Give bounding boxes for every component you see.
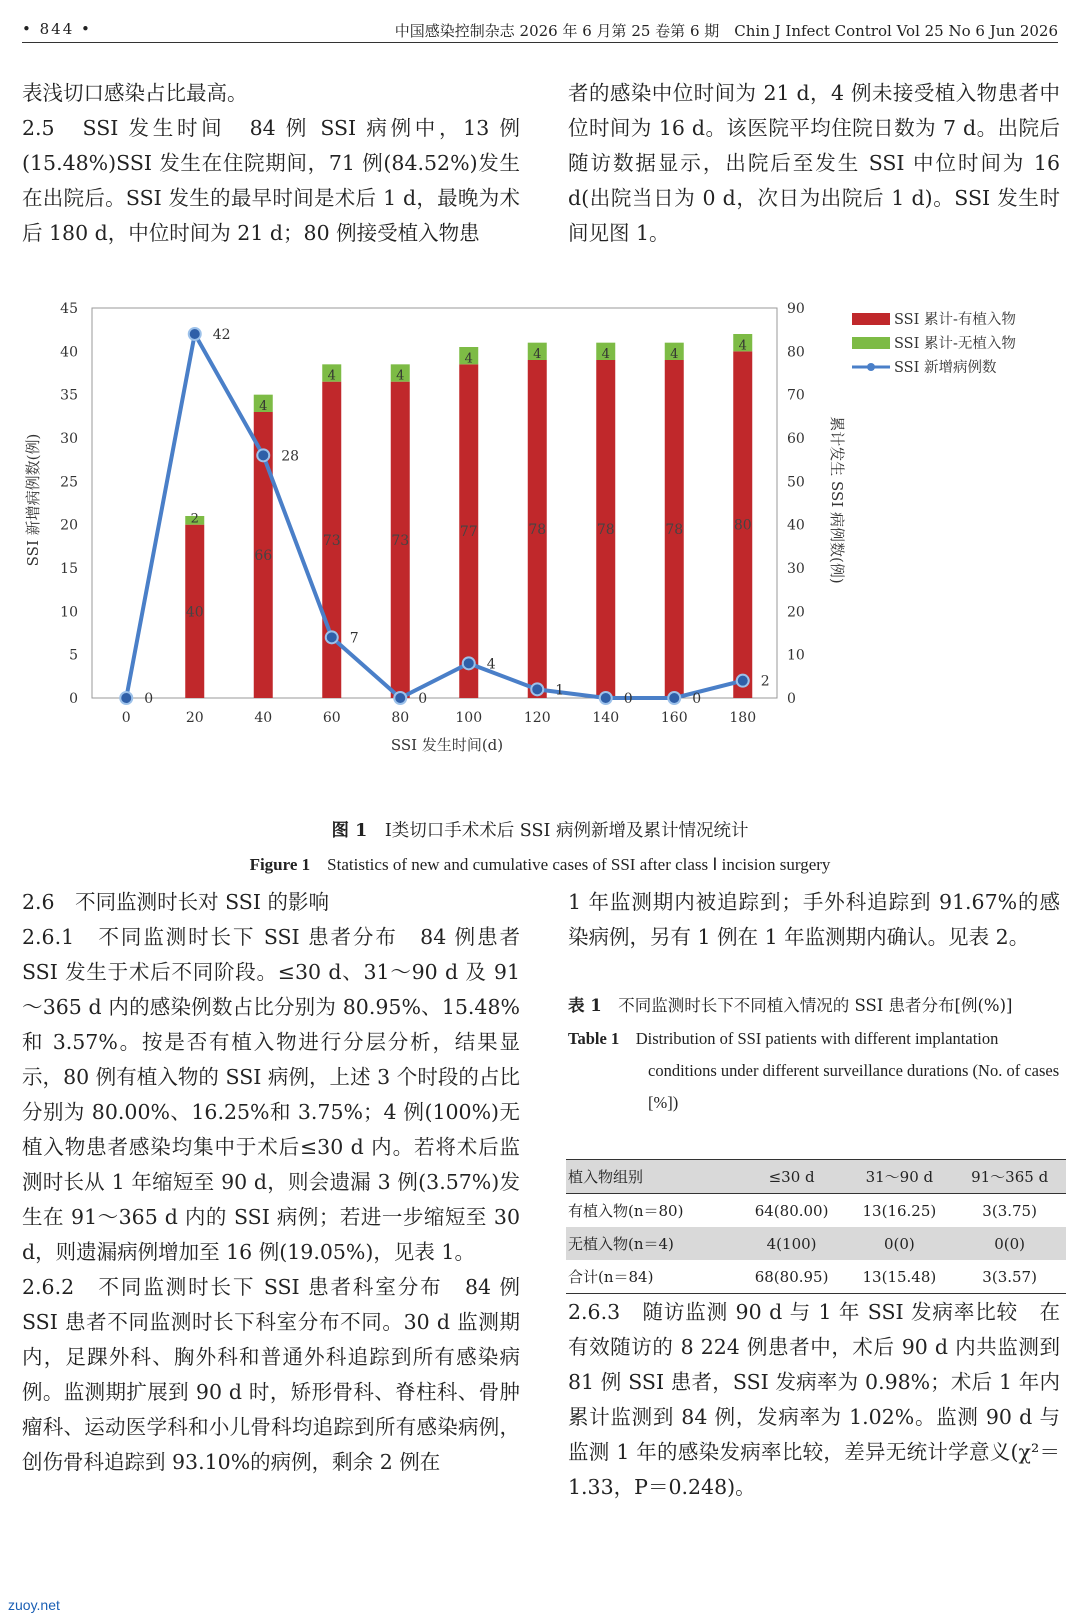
bar-implant-data-label: 40 xyxy=(185,604,204,621)
y-right-tick-label: 70 xyxy=(787,387,805,404)
y-right-tick-label: 20 xyxy=(787,604,805,621)
line-data-label: 4 xyxy=(486,656,496,673)
bottom-right-column xyxy=(568,1295,1060,1505)
paragraph: 2.6.1 不同监测时长下 SSI 患者分布 84 例患者 SSI 发生于术后不同阶段。≤30 d、31～90 d 及 91～365 d 内的感染例数占比分别为 80.95%、15.48%和 3.57%。按是否有植入物进行分层分析，结果显示，80 例有植入物的 SSI 病例，上述 3 个时段的占比分别为 80.00%、16.25%和 3.75%；4 例(100%)无植入物患者感染均集中于术后≤30 d 内。若将术后监测时长从 1 年缩短至 90 d，则会遗漏 3 例(3.57%)发生在 91～365 d 内的 SSI 病例；若进一步缩短至 30 d，则遗漏病例增加至 16 例(19.05%)，见表 1。 xyxy=(22,925,520,1264)
paragraph: 2.6.2 不同监测时长下 SSI 患者科室分布 84 例 SSI 患者不同监测时长下科室分布不同。30 d 监测期内，足踝外科、胸外科和普通外科追踪到所有感染病例。监测期扩展到 90 d 时，矫形骨科、脊柱科、骨肿瘤科、运动医学科和小儿骨科均追踪到所有感染病例，创伤骨科追踪到 93.10%的病例，剩余 2 例在 xyxy=(22,1275,520,1474)
table-cell: 有植入物(n＝80) xyxy=(568,1202,684,1220)
table-1 xyxy=(566,1159,1066,1294)
paragraph: 表浅切口感染占比最高。 xyxy=(22,81,248,105)
y-right-tick-label: 90 xyxy=(787,301,805,317)
line-data-label: 7 xyxy=(349,630,359,647)
x-tick-label: 20 xyxy=(185,710,204,726)
bar-implant-data-label: 77 xyxy=(459,524,478,541)
journal-citation: 中国感染控制杂志 2026 年 6 月第 25 卷第 6 期 Chin J Infect Control Vol 25 No 6 Jun 2026 xyxy=(394,22,1058,40)
legend-swatch-no-implant xyxy=(852,337,890,349)
x-tick-label: 80 xyxy=(391,710,410,726)
running-header xyxy=(22,14,1058,43)
line-point xyxy=(394,692,406,704)
line-point xyxy=(737,675,749,687)
bar-implant-data-label: 78 xyxy=(528,522,547,538)
x-tick-label: 40 xyxy=(254,710,273,726)
y-axis-right-label: 累计发生 SSI 病例数(例) xyxy=(828,416,846,584)
line-data-label: 0 xyxy=(623,691,633,707)
y-left-tick-label: 35 xyxy=(60,387,78,404)
bar-no-implant-data-label: 4 xyxy=(464,351,473,367)
y-right-tick-label: 50 xyxy=(787,474,805,491)
legend-marker-new-cases xyxy=(867,363,875,371)
y-right-tick-label: 0 xyxy=(787,691,796,707)
table-caption-cn xyxy=(568,990,1068,1022)
bar-implant-data-label: 80 xyxy=(733,517,752,534)
bottom-left-column xyxy=(22,885,520,1480)
legend-label-new-cases: SSI 新增病例数 xyxy=(894,360,997,376)
table-header-cell: 91～365 d xyxy=(971,1168,1049,1186)
bar-implant-data-label: 78 xyxy=(596,522,615,538)
y-left-tick-label: 30 xyxy=(60,431,78,447)
line-point xyxy=(326,631,338,643)
line-point xyxy=(189,328,201,340)
bar-implant-data-label: 73 xyxy=(322,532,341,549)
bar-implant-data-label: 78 xyxy=(665,522,684,538)
line-data-label: 42 xyxy=(212,327,231,343)
legend-swatch-implant xyxy=(852,313,890,325)
bar-no-implant-data-label: 4 xyxy=(601,347,610,362)
line-data-label: 0 xyxy=(692,691,702,707)
x-tick-label: 120 xyxy=(523,710,551,726)
bar-implant-data-label: 66 xyxy=(254,548,273,564)
table-label-en: Table 1 xyxy=(568,1029,620,1048)
legend-label-implant: SSI 累计-有植入物 xyxy=(894,312,1016,328)
figure-label-cn: 图 1 xyxy=(331,821,368,841)
top-right-column xyxy=(568,76,1060,251)
y-left-tick-label: 45 xyxy=(60,301,78,317)
y-left-tick-label: 25 xyxy=(60,474,78,491)
paragraph: 1 年监测期内被追踪到；手外科追踪到 91.67%的感染病例，另有 1 例在 1 年监测期内确认。见表 2。 xyxy=(568,890,1060,949)
table-cell: 0(0) xyxy=(994,1234,1026,1253)
table-row xyxy=(566,1194,1066,1228)
line-point xyxy=(531,683,543,695)
figure-title-en: Statistics of new and cumulative cases of SSI after class Ⅰ incision surgery xyxy=(327,855,831,874)
line-point xyxy=(120,692,132,704)
figure-1-chart xyxy=(22,300,1062,780)
x-tick-label: 0 xyxy=(121,710,131,726)
y-left-tick-label: 40 xyxy=(60,344,78,361)
y-left-tick-label: 0 xyxy=(69,691,78,707)
legend-label-no-implant: SSI 累计-无植入物 xyxy=(894,336,1016,352)
table-cell: 合计(n＝84) xyxy=(568,1268,654,1286)
table-cell: 3(3.57) xyxy=(982,1267,1037,1286)
figure-label-en: Figure 1 xyxy=(249,855,311,874)
x-tick-label: 140 xyxy=(592,710,620,726)
y-right-tick-label: 60 xyxy=(787,431,805,447)
y-left-tick-label: 20 xyxy=(60,517,78,534)
table-cell: 无植入物(n＝4) xyxy=(568,1235,674,1253)
line-point xyxy=(668,692,680,704)
paragraph: 2.5 SSI 发生时间 84 例 SSI 病例中，13 例(15.48%)SSI 发生在住院期间，71 例(84.52%)发生在出院后。SSI 发生的最早时间是术后 1 d，最晚为术后 180 d，中位时间为 21 d；80 例接受植入物患 xyxy=(22,116,520,245)
plot-area xyxy=(60,301,805,726)
x-tick-label: 100 xyxy=(455,710,483,726)
line-point xyxy=(257,449,269,461)
figure-title-cn: Ⅰ类切口手术术后 SSI 病例新增及累计情况统计 xyxy=(384,821,749,841)
table-cell: 13(15.48) xyxy=(862,1267,937,1286)
line-point xyxy=(463,657,475,669)
table-cell: 64(80.00) xyxy=(754,1201,829,1220)
x-tick-label: 60 xyxy=(322,710,341,726)
figure-caption-cn xyxy=(0,817,1080,842)
paragraph: 者的感染中位时间为 21 d，4 例未接受植入物患者中位时间为 16 d。该医院平均住院日数为 7 d。出院后随访数据显示，出院后至发生 SSI 中位时间为 16 d(出院当日为 0 d，次日为出院后 1 d)。SSI 发生时间见图 1。 xyxy=(568,81,1060,245)
line-point xyxy=(600,692,612,704)
table-cell: 68(80.95) xyxy=(754,1267,829,1286)
bar-no-implant-data-label: 4 xyxy=(327,368,336,384)
bar-no-implant-data-label: 4 xyxy=(670,347,679,362)
bar-no-implant-data-label: 4 xyxy=(738,338,747,354)
bar-no-implant-data-label: 4 xyxy=(396,368,405,384)
x-axis-label: SSI 发生时间(d) xyxy=(390,736,504,754)
section-heading: 2.6 不同监测时长对 SSI 的影响 xyxy=(22,890,329,914)
table-cell: 0(0) xyxy=(883,1234,915,1253)
table-header-row xyxy=(566,1160,1066,1194)
table-title-en: Distribution of SSI patients with different implantation conditions under different surveillance durations (No. of cases [%]) xyxy=(635,1029,1060,1112)
table-cell: 3(3.75) xyxy=(982,1201,1037,1220)
y-left-tick-label: 10 xyxy=(60,604,78,621)
y-left-tick-label: 5 xyxy=(69,647,78,664)
table-title-cn: 不同监测时长下不同植入情况的 SSI 患者分布[例(%)] xyxy=(618,996,1013,1015)
bar-no-implant-data-label: 2 xyxy=(190,511,199,527)
table-header-cell: 植入物组别 xyxy=(568,1168,644,1186)
table-row xyxy=(566,1227,1066,1260)
table-label-cn: 表 1 xyxy=(568,996,602,1015)
line-data-label: 0 xyxy=(418,691,428,707)
y-axis-left-label: SSI 新增病例数(例) xyxy=(24,433,42,567)
y-right-tick-label: 30 xyxy=(787,561,805,577)
line-data-label: 2 xyxy=(760,673,770,690)
page-number: • 844 • xyxy=(22,20,92,38)
table-header-cell: 31～90 d xyxy=(865,1168,934,1186)
bar-no-implant-data-label: 4 xyxy=(259,399,268,414)
y-right-tick-label: 40 xyxy=(787,517,805,534)
y-right-tick-label: 80 xyxy=(787,344,805,361)
line-new-cases xyxy=(126,334,743,698)
table-cell: 4(100) xyxy=(766,1234,817,1253)
table-row xyxy=(566,1260,1066,1294)
table-caption-en xyxy=(568,1023,1068,1119)
line-data-label: 28 xyxy=(281,448,300,465)
x-tick-label: 160 xyxy=(660,710,688,726)
x-tick-label: 180 xyxy=(729,710,757,726)
figure-caption-en xyxy=(0,850,1080,875)
bar-no-implant-data-label: 4 xyxy=(533,347,542,362)
y-right-tick-label: 10 xyxy=(787,647,805,664)
paragraph: 2.6.3 随访监测 90 d 与 1 年 SSI 发病率比较 在有效随访的 8 224 例患者中，术后 90 d 内共监测到 81 例 SSI 患者，SSI 发病率为 0.98%；术后 1 年内累计监测到 84 例，发病率为 1.02%。监测 90 d 与监测 1 年的感染发病率比较，差异无统计学意义(χ²＝1.33，P＝0.248)。 xyxy=(568,1300,1060,1499)
line-data-label: 0 xyxy=(144,691,154,707)
watermark: zuoy.net xyxy=(8,1597,60,1613)
bar-implant-data-label: 73 xyxy=(391,532,410,549)
line-data-label: 1 xyxy=(555,682,565,699)
top-left-column xyxy=(22,76,520,251)
bottom-right-top-text xyxy=(568,885,1060,955)
table-cell: 13(16.25) xyxy=(862,1201,937,1220)
y-left-tick-label: 15 xyxy=(60,561,78,577)
table-header-cell: ≤30 d xyxy=(768,1167,815,1186)
legend xyxy=(852,310,1016,376)
